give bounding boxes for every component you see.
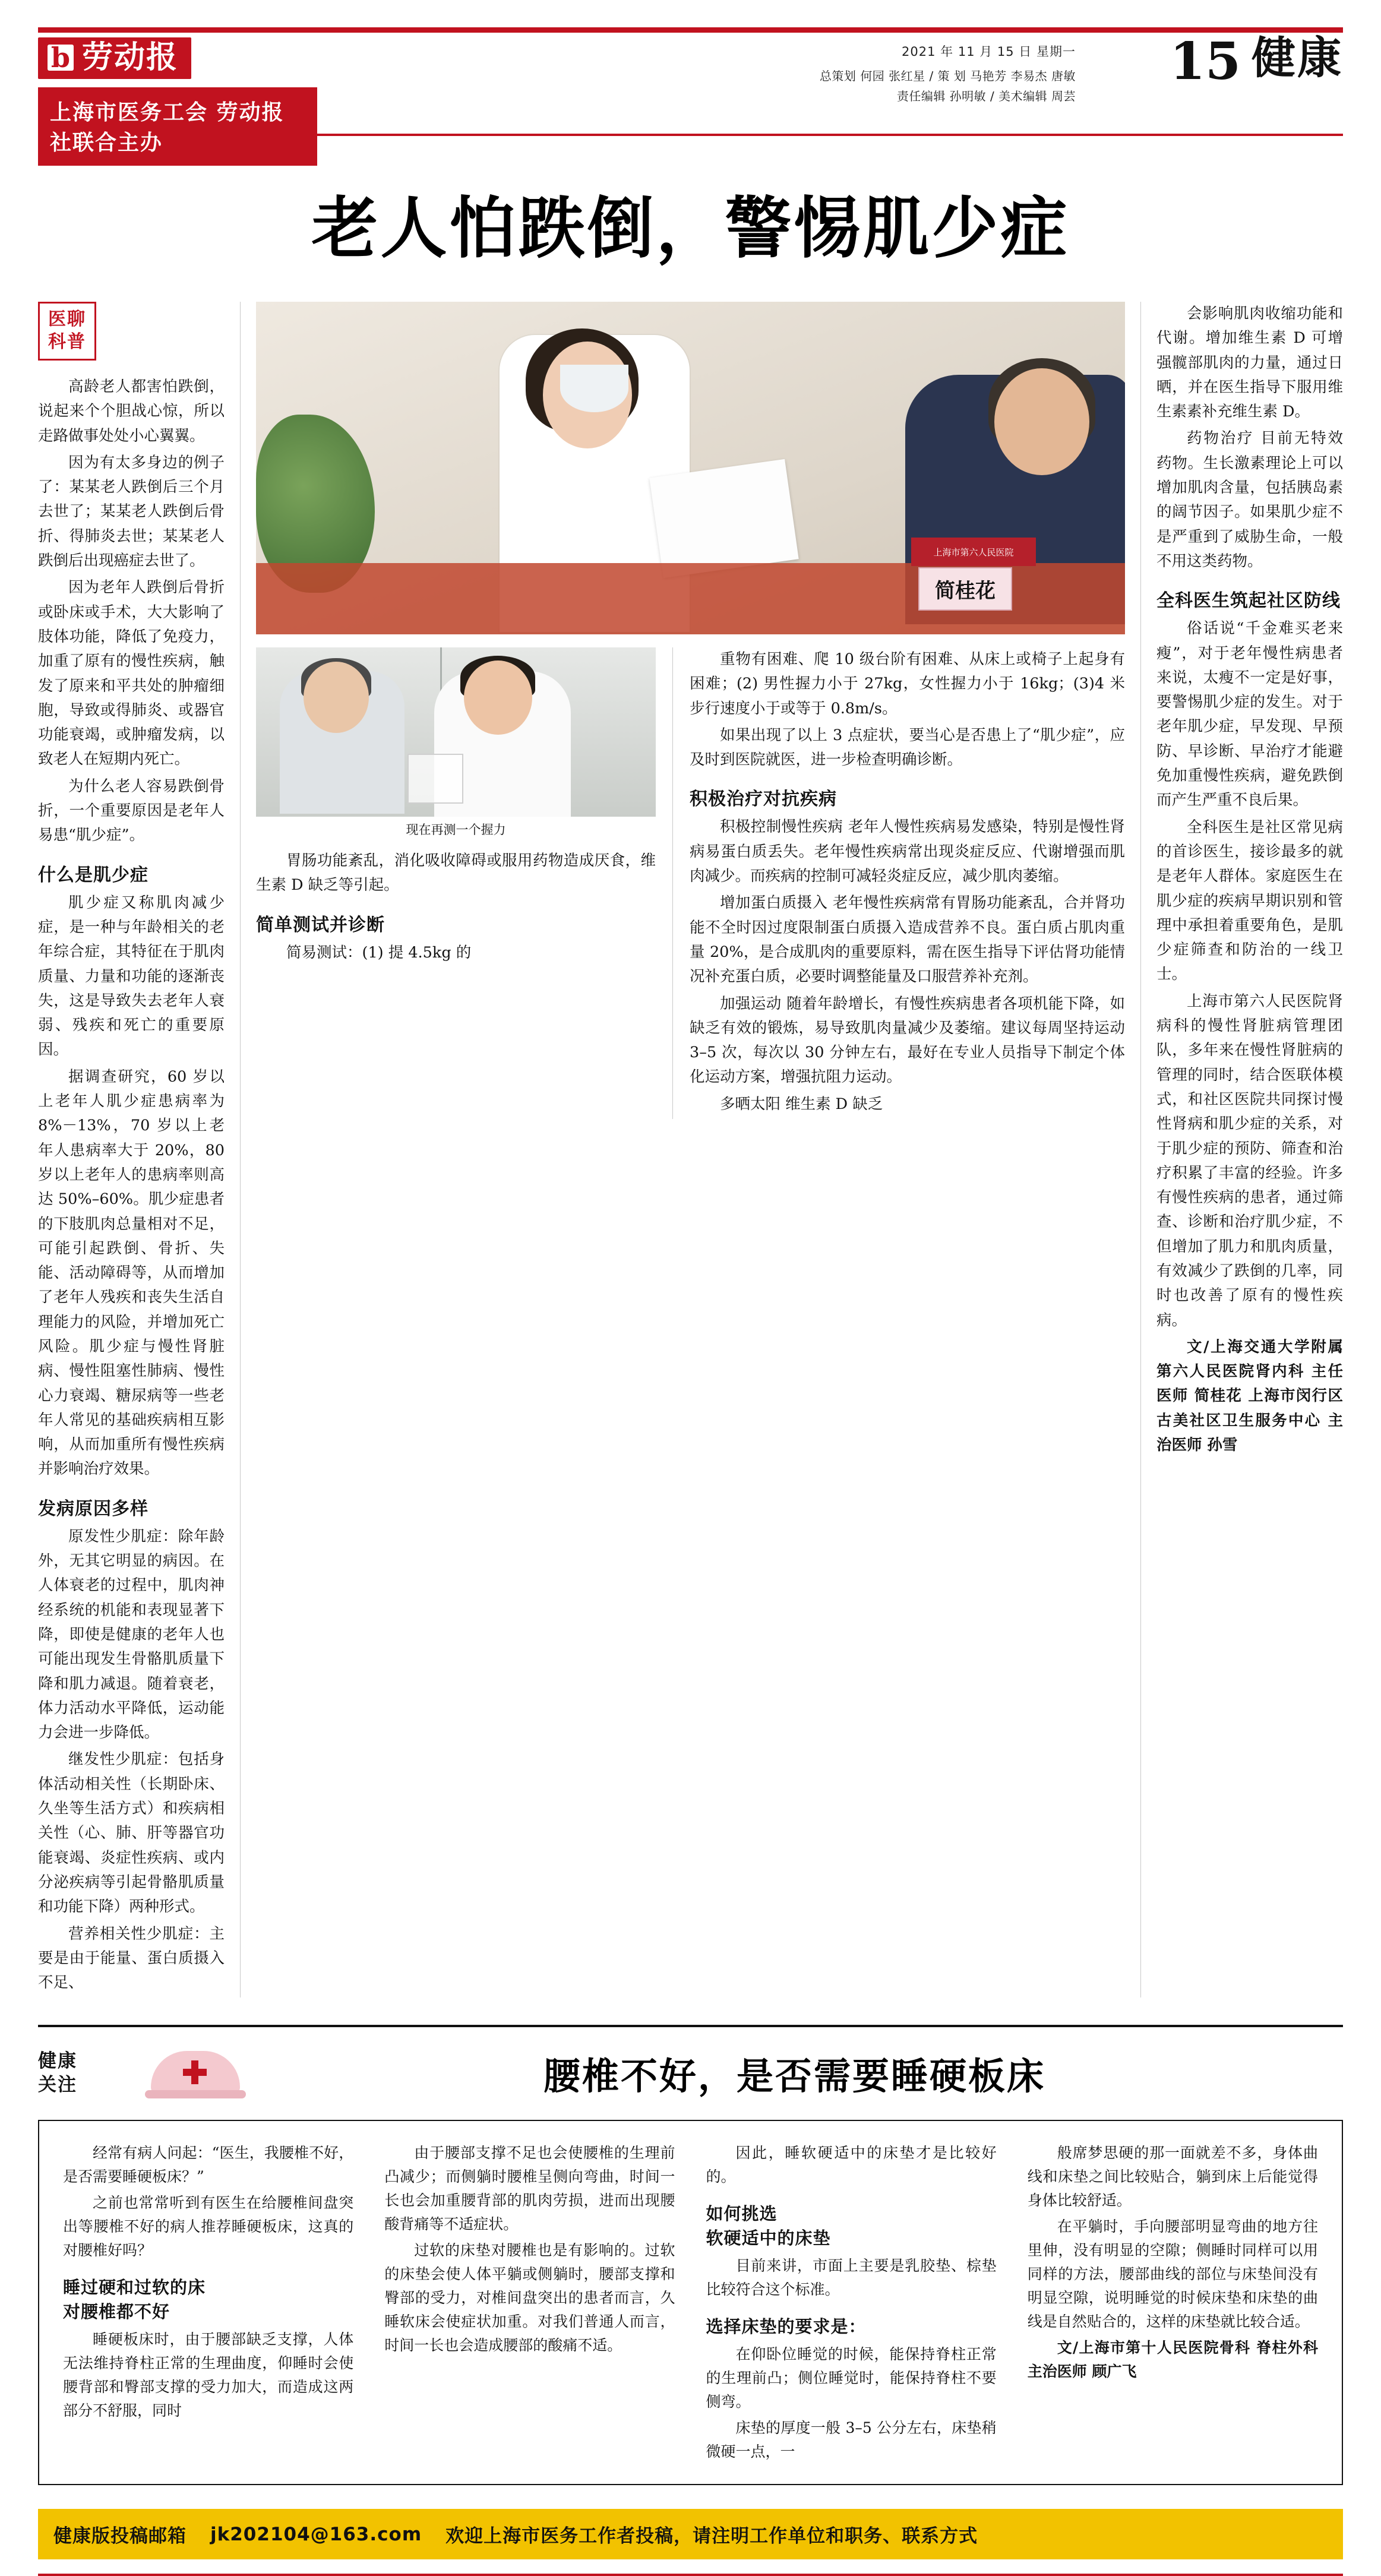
feature-title: 腰椎不好，是否需要睡硬板床 xyxy=(543,2054,1045,2098)
paragraph: 般席梦思硬的那一面就差不多，身体曲线和床垫之间比较贴合，躺到床上后能觉得身体比较舒适。 xyxy=(1027,2144,1318,2210)
feature-column-2 xyxy=(369,2141,690,2466)
paragraph: 因此，睡软硬适中的床垫才是比较好的。 xyxy=(706,2144,997,2186)
main-photo xyxy=(256,302,1125,634)
subheading: 发病原因多样 xyxy=(38,1498,148,1519)
article-byline: 文/上海交通大学附属第六人民医院肾内科 主任医师 简桂花 上海市闵行区古美社区卫生服务中心 主治医师 孙雪 xyxy=(1156,1338,1343,1455)
paragraph: 如果出现了以上 3 点症状，要当心是否患上了“肌少症”，应及时到医院就医，进一步检查明确诊断。 xyxy=(689,726,1125,769)
newspaper-page xyxy=(0,27,1381,2547)
paragraph: 加强运动 随着年龄增长，有慢性疾病患者各项机能下降，如缺乏有效的锻炼，易导致肌肉量减少及萎缩。建议每周坚持运动 3–5 次，每次以 30 分钟左右，最好在专业人员指导下制定个体化运动方案，增强抗阻力运动。 xyxy=(689,994,1125,1086)
paragraph: 胃肠功能紊乱，消化吸收障碍或服用药物造成厌食，维生素 D 缺乏等引起。 xyxy=(256,852,656,895)
article-column-left xyxy=(38,302,240,1997)
logo-mark-icon: b xyxy=(48,45,74,71)
masthead-section xyxy=(1094,31,1343,91)
paragraph: 多晒太阳 维生素 D 缺乏 xyxy=(719,1095,883,1113)
publish-date: 2021 年 11 月 15 日 星期一 xyxy=(902,45,1076,59)
feature-byline: 文/上海市第十人民医院骨科 脊柱外科 主治医师 顾广飞 xyxy=(1027,2339,1318,2381)
main-article xyxy=(38,302,1343,1997)
paragraph: 因为有太多身边的例子了：某某老人跌倒后三个月去世了；某某老人跌倒后骨折、得肺炎去世；某某老人跌倒后出现癌症去世了。 xyxy=(38,453,225,570)
secondary-photo xyxy=(256,647,656,817)
paragraph: 在平躺时，手向腰部明显弯曲的地方往里伸，没有明显的空隙；侧睡时同样可以用同样的方法，腰部曲线的部位与床垫间没有明显空隙，说明睡觉的时候床垫和床垫的曲线是自然贴合的，这样的床垫就比较合适。 xyxy=(1027,2218,1318,2331)
article-column-right xyxy=(1141,302,1343,1997)
paragraph: 俗话说“千金难买老来瘦”，对于老年慢性病患者来说，太瘦不一定是好事，要警惕肌少症的发生。对于老年肌少症，早发现、早预防、早诊断、早治疗才能避免加重慢性疾病，避免跌倒而产生严重不良后果。 xyxy=(1156,619,1343,810)
subheading: 全科医生筑起社区防线 xyxy=(1156,590,1341,612)
logo-block xyxy=(38,33,317,166)
footer-note: 欢迎上海市医务工作者投稿，请注明工作单位和职务、联系方式 xyxy=(445,2526,978,2547)
paragraph: 重物有困难、爬 10 级台阶有困难、从床上或椅子上起身有困难；(2) 男性握力小于 27kg，女性握力小于 16kg；(3)4 米步行速度小于或等于 0.8m/s。 xyxy=(689,650,1125,718)
photo-red-banner: 上海市第六人民医院 xyxy=(911,538,1036,566)
paragraph: 经常有病人问起：“医生，我腰椎不好，是否需要睡硬板床？” xyxy=(63,2144,354,2186)
paragraph: 简易测试：(1) 提 4.5kg 的 xyxy=(286,943,472,962)
paragraph: 高龄老人都害怕跌倒，说起来个个胆战心惊，所以走路做事处处小心翼翼。 xyxy=(38,378,225,445)
secondary-feature xyxy=(38,2025,1343,2485)
section-title: 健康 xyxy=(1252,33,1343,84)
newspaper-logo xyxy=(38,37,191,79)
paragraph: 肌少症又称肌肉减少症，是一种与年龄相关的老年综合症，其特征在于肌肉质量、力量和功能的逐渐丧失，这是导致失去老年人衰弱、残疾和死亡的重要原因。 xyxy=(38,893,225,1059)
footer-email[interactable]: jk202104@163.com xyxy=(210,2523,422,2545)
subheading: 什么是肌少症 xyxy=(38,864,148,886)
column-tag: 医聊 科普 xyxy=(38,302,96,361)
paragraph: 由于腰部支撑不足也会使腰椎的生理前凸减少；而侧躺时腰椎呈侧向弯曲，时间一长也会加重腰背部的肌肉劳损，进而出现腰酸背痛等不适症状。 xyxy=(384,2144,675,2233)
paragraph: 睡硬板床时，由于腰部缺乏支撑，人体无法维持脊柱正常的生理曲度，仰睡时会使腰背部和臀部支撑的受力加大，而造成这两部分不舒服，同时 xyxy=(63,2331,354,2420)
footer-label: 健康版投稿邮箱 xyxy=(53,2526,187,2547)
paragraph: 继发性少肌症：包括身体活动相关性（长期卧床、久坐等生活方式）和疾病相关性（心、肺、肝等器官功能衰竭、炎症性疾病、或内分泌疾病等引起骨骼肌质量和功能下降）两种形式。 xyxy=(38,1750,225,1916)
paragraph: 上海市第六人民医院肾病科的慢性肾脏病管理团队，多年来在慢性肾脏病的管理的同时，结合医联体模式，和社区医院共同探讨慢性肾病和肌少症的关系，对于肌少症的预防、筛查和治疗积累了丰富的经验。许多有慢性疾病的患者，通过筛查、诊断和治疗肌少症，不但增加了肌力和肌肉质量，有效减少了跌倒的几率，同时也改善了原有的慢性疾病。 xyxy=(1156,992,1343,1329)
masthead-banner: 上海市医务工会 劳动报社联合主办 xyxy=(38,87,317,166)
masthead xyxy=(38,27,1343,155)
feature-tag: 健康 关注 xyxy=(38,2050,77,2096)
paragraph: 会影响肌肉收缩功能和代谢。增加维生素 D 可增强髋部肌肉的力量，通过日晒，并在医生指导下服用维生素素补充维生素 D。 xyxy=(1156,305,1343,421)
paragraph: 床垫的厚度一般 3–5 公分左右，床垫稍微硬一点，一 xyxy=(706,2419,997,2461)
subheading: 简单测试并诊断 xyxy=(256,914,385,935)
logo-text: 劳动报 xyxy=(82,39,179,75)
subheading: 睡过硬和过软的床 对腰椎都不好 xyxy=(63,2277,206,2322)
paragraph: 药物治疗 目前无特效药物。生长激素理论上可以增加肌肉含量，包括胰岛素的阔节因子。如果肌少症不是严重到了威胁生命，一般不用这类药物。 xyxy=(1156,429,1343,570)
footer-rule xyxy=(38,2574,1343,2576)
footer-bar xyxy=(38,2509,1343,2559)
feature-column-1 xyxy=(63,2141,369,2466)
photo-caption: 现在再测一个握力 xyxy=(406,823,506,837)
subheading: 如何挑选 软硬适中的床垫 xyxy=(706,2204,831,2249)
paragraph: 之前也常常听到有医生在给腰椎间盘突出等腰椎不好的病人推荐睡硬板床，这真的对腰椎好吗？ xyxy=(63,2194,354,2259)
paragraph: 在仰卧位睡觉的时候，能保持脊柱正常的生理前凸；侧位睡觉时，能保持脊柱不要侧弯。 xyxy=(706,2346,997,2411)
page-number: 15 xyxy=(1170,31,1241,91)
paragraph: 营养相关性少肌症：主要是由于能量、蛋白质摄入不足、 xyxy=(38,1924,225,1992)
credit-line-1: 总策划 何园 张红星 / 策 划 马艳芳 李易杰 唐敏 xyxy=(819,69,1076,83)
page-title: 老人怕跌倒，警惕肌少症 xyxy=(311,190,1070,267)
paragraph: 据调查研究，60 岁以上老年人肌少症患病率为 8%－13%，70 岁以上老年人患病率大于 20%，80 岁以上老年人的患病率则高达 50%–60%。肌少症患者的下肢肌肉总量相对不足，可能引起跌倒、骨折、失能、活动障碍等，从而增加了老年人残疾和丧失生活自理能力的风险，并增加死亡风险。肌少症与慢性肾脏病、慢性阻塞性肺病、慢性心力衰竭、糖尿病等一些老年人常见的基础疾病相互影响，从而加重所有慢性疾病并影响治疗效果。 xyxy=(38,1067,225,1478)
paragraph: 过软的床垫对腰椎也是有影响的。过软的床垫会使人体平躺或侧躺时，腰部支撑和臀部的受力，对椎间盘突出的患者而言，久睡软床会使症状加重。对我们普通人而言，时间一长也会造成腰部的酸痛不适。 xyxy=(384,2242,675,2354)
subheading: 积极治疗对抗疾病 xyxy=(689,789,837,810)
paragraph: 积极控制慢性疾病 老年人慢性疾病易发感染，特别是慢性肾病易蛋白质丢失。老年慢性疾病常出现炎症反应、代谢增强而肌肉减少。而疾病的控制可减轻炎症反应，减少肌肉萎缩。 xyxy=(689,818,1125,886)
paragraph: 全科医生是社区常见病的首诊医生，接诊最多的就是老年人群体。家庭医生在肌少症的疾病早期识别和管理中承担着重要角色，是肌少症筛查和防治的一线卫士。 xyxy=(1156,818,1343,984)
paragraph: 目前来讲，市面上主要是乳胶垫、棕垫比较符合这个标准。 xyxy=(706,2257,997,2299)
paragraph: 原发性少肌症：除年龄外，无其它明显的病因。在人体衰老的过程中，肌肉神经系统的机能和表现显著下降，即使是健康的老年人也可能出现发生骨骼肌质量下降和肌力减退。随着衰老，体力活动水平降低，运动能力会进一步降低。 xyxy=(38,1527,225,1742)
paragraph: 为什么老人容易跌倒骨折，一个重要原因是老年人易患“肌少症”。 xyxy=(38,777,225,845)
masthead-meta xyxy=(317,33,1094,106)
credit-line-2: 责任编辑 孙明敏 / 美术编辑 周芸 xyxy=(896,89,1076,103)
feature-column-3 xyxy=(691,2141,1012,2466)
paragraph: 因为老年人跌倒后骨折或卧床或手术，大大影响了肢体功能，降低了免疫力，加重了原有的慢性疾病，触发了原来和平共处的肿瘤细胞，导致或得肺炎、或器官功能衰竭，或肿瘤发病，以致老人在短期内死亡。 xyxy=(38,579,225,769)
feature-column-4 xyxy=(1012,2141,1318,2466)
doctor-name-card: 简桂花 xyxy=(918,567,1012,611)
feature-body xyxy=(38,2120,1343,2485)
paragraph: 增加蛋白质摄入 老年慢性疾病常有胃肠功能紊乱，合并肾功能不全时因过度限制蛋白质摄入造成营养不良。蛋白质占肌肉重量 20%，是合成肌肉的重要原料，需在医生指导下评估肾功能情况补充蛋白质，必要时调整能量及口服营养补充剂。 xyxy=(689,894,1125,986)
article-column-middle xyxy=(241,302,1140,1997)
nurse-cap-icon xyxy=(145,2040,246,2106)
subheading: 选择床垫的要求是： xyxy=(706,2316,867,2337)
